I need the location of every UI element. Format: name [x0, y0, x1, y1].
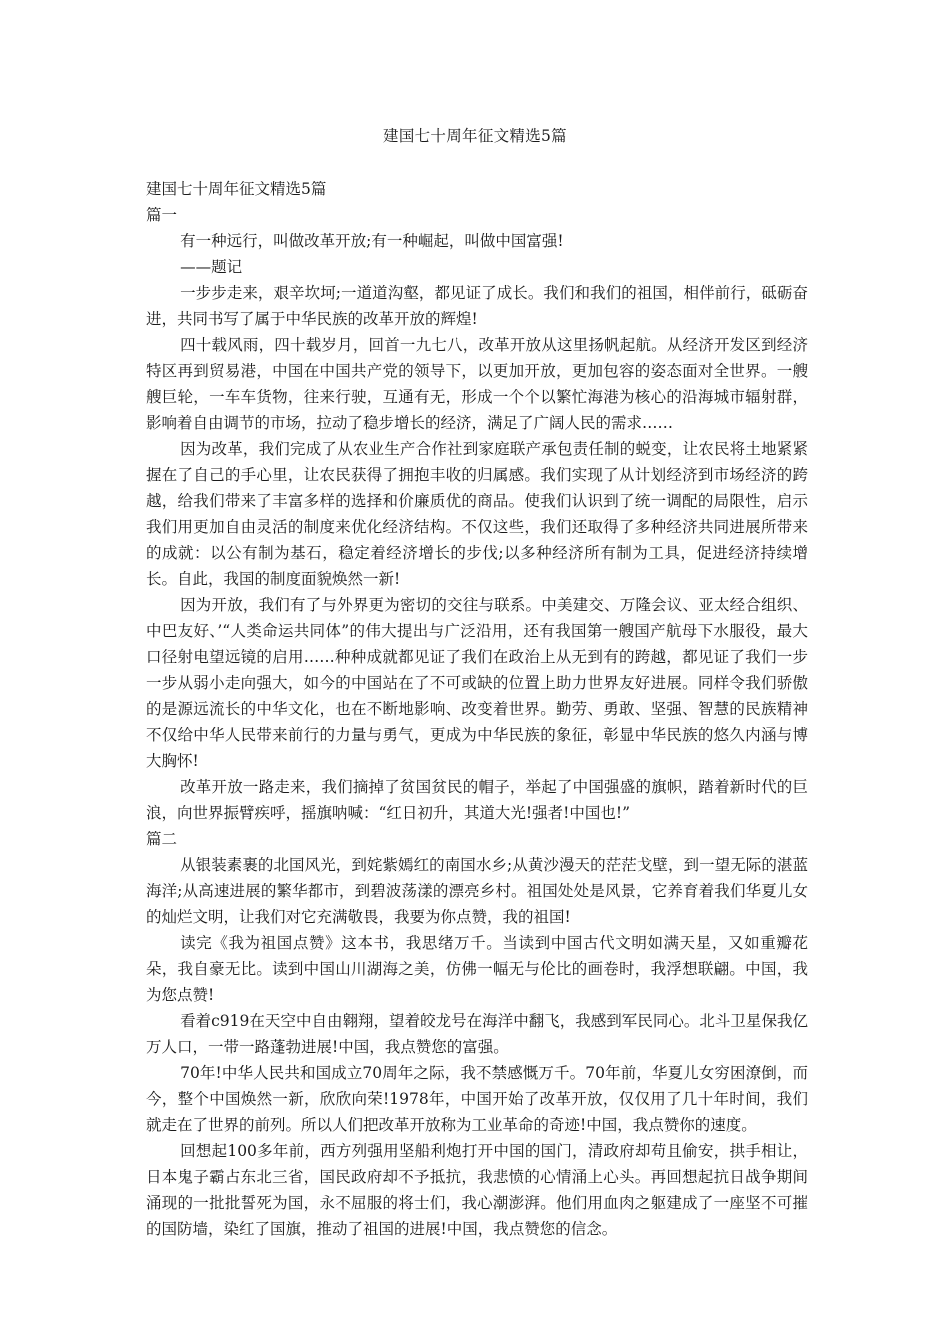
- paragraph: 四十载风雨，四十载岁月，回首一九七八，改革开放从这里扬帆起航。从经济开发区到经济特区再到贸易港，中国在中国共产党的领导下，以更加开放，更加包容的姿态面对全世界。一艘艘巨轮，一车车货物，往来行驶，互通有无，形成一个个以繁忙海港为核心的沿海城市辐射群，影响着自由调节的市场，拉动了稳步增长的经济，满足了广阔人民的需求……: [146, 336, 808, 432]
- document-subtitle: 建国七十周年征文精选5篇: [146, 180, 327, 198]
- paragraph: 从银装素裹的北国风光，到姹紫嫣红的南国水乡;从黄沙漫天的茫茫戈壁，到一望无际的湛蓝海洋;从高速进展的繁华都市，到碧波荡漾的漂亮乡村。祖国处处是风景，它养育着我们华夏儿女的灿烂文明，让我们对它充满敬畏，我要为你点赞，我的祖国!: [146, 856, 808, 926]
- paragraph: 一步步走来，艰辛坎坷;一道道沟壑，都见证了成长。我们和我们的祖国，相伴前行，砥砺奋进，共同书写了属于中华民族的改革开放的辉煌!: [146, 284, 808, 328]
- paragraph: ——题记: [180, 258, 243, 276]
- section-heading-2: 篇二: [146, 830, 178, 848]
- paragraph: 70年!中华人民共和国成立70周年之际，我不禁感慨万千。70年前，华夏儿女穷困潦倒，而今，整个中国焕然一新，欣欣向荣!1978年，中国开始了改革开放，仅仅用了几十年时间，我们就走在了世界的前列。所以人们把改革开放称为工业革命的奇迹!中国，我点赞你的速度。: [146, 1064, 808, 1134]
- paragraph: 看着c919在天空中自由翱翔，望着皎龙号在海洋中翻飞，我感到军民同心。北斗卫星保我亿万人口，一带一路蓬勃进展!中国，我点赞您的富强。: [146, 1012, 808, 1056]
- paragraph: 有一种远行，叫做改革开放;有一种崛起，叫做中国富强!: [180, 232, 564, 250]
- document-title: 建国七十周年征文精选5篇: [383, 127, 567, 145]
- paragraph: 读完《我为祖国点赞》这本书，我思绪万千。当读到中国古代文明如满天星，又如重瓣花朵，我自豪无比。读到中国山川湖海之美，仿佛一幅无与伦比的画卷时，我浮想联翩。中国，我为您点赞!: [146, 934, 808, 1004]
- document-body: [146, 176, 808, 1242]
- paragraph: 因为改革，我们完成了从农业生产合作社到家庭联产承包责任制的蜕变，让农民将土地紧紧握在了自己的手心里，让农民获得了拥抱丰收的归属感。我们实现了从计划经济到市场经济的跨越，给我们带来了丰富多样的选择和价廉质优的商品。使我们认识到了统一调配的局限性，启示我们用更加自由灵活的制度来优化经济结构。不仅这些，我们还取得了多种经济共同进展所带来的成就：以公有制为基石，稳定着经济增长的步伐;以多种经济所有制为工具，促进经济持续增长。自此，我国的制度面貌焕然一新!: [146, 440, 808, 588]
- section-heading-1: 篇一: [146, 206, 178, 224]
- paragraph: 回想起100多年前，西方列强用坚船利炮打开中国的国门，清政府却苟且偷安，拱手相让，日本鬼子霸占东北三省，国民政府却不予抵抗，我悲愤的心情涌上心头。再回想起抗日战争期间涌现的一批批誓死为国，永不屈服的将士们，我心潮澎湃。他们用血肉之躯建成了一座坚不可摧的国防墙，染红了国旗，推动了祖国的进展!中国，我点赞您的信念。: [146, 1142, 808, 1238]
- paragraph: 改革开放一路走来，我们摘掉了贫国贫民的帽子，举起了中国强盛的旗帜，踏着新时代的巨浪，向世界振臂疾呼，摇旗呐喊：“红日初升，其道大光!强者!中国也!”: [146, 778, 808, 822]
- paragraph: 因为开放，我们有了与外界更为密切的交往与联系。中美建交、万隆会议、亚太经合组织、中巴友好、’“人类命运共同体”的伟大提出与广泛沿用，还有我国第一艘国产航母下水服役，最大口径射电望远镜的启用……种种成就都见证了我们在政治上从无到有的跨越，都见证了我们一步一步从弱小走向强大，如今的中国站在了不可或缺的位置上助力世界友好进展。同样令我们骄傲的是源远流长的中华文化，也在不断地影响、改变着世界。勤劳、勇敢、坚强、智慧的民族精神不仅给中华人民带来前行的力量与勇气，更成为中华民族的象征，彰显中华民族的悠久内涵与博大胸怀!: [146, 596, 808, 770]
